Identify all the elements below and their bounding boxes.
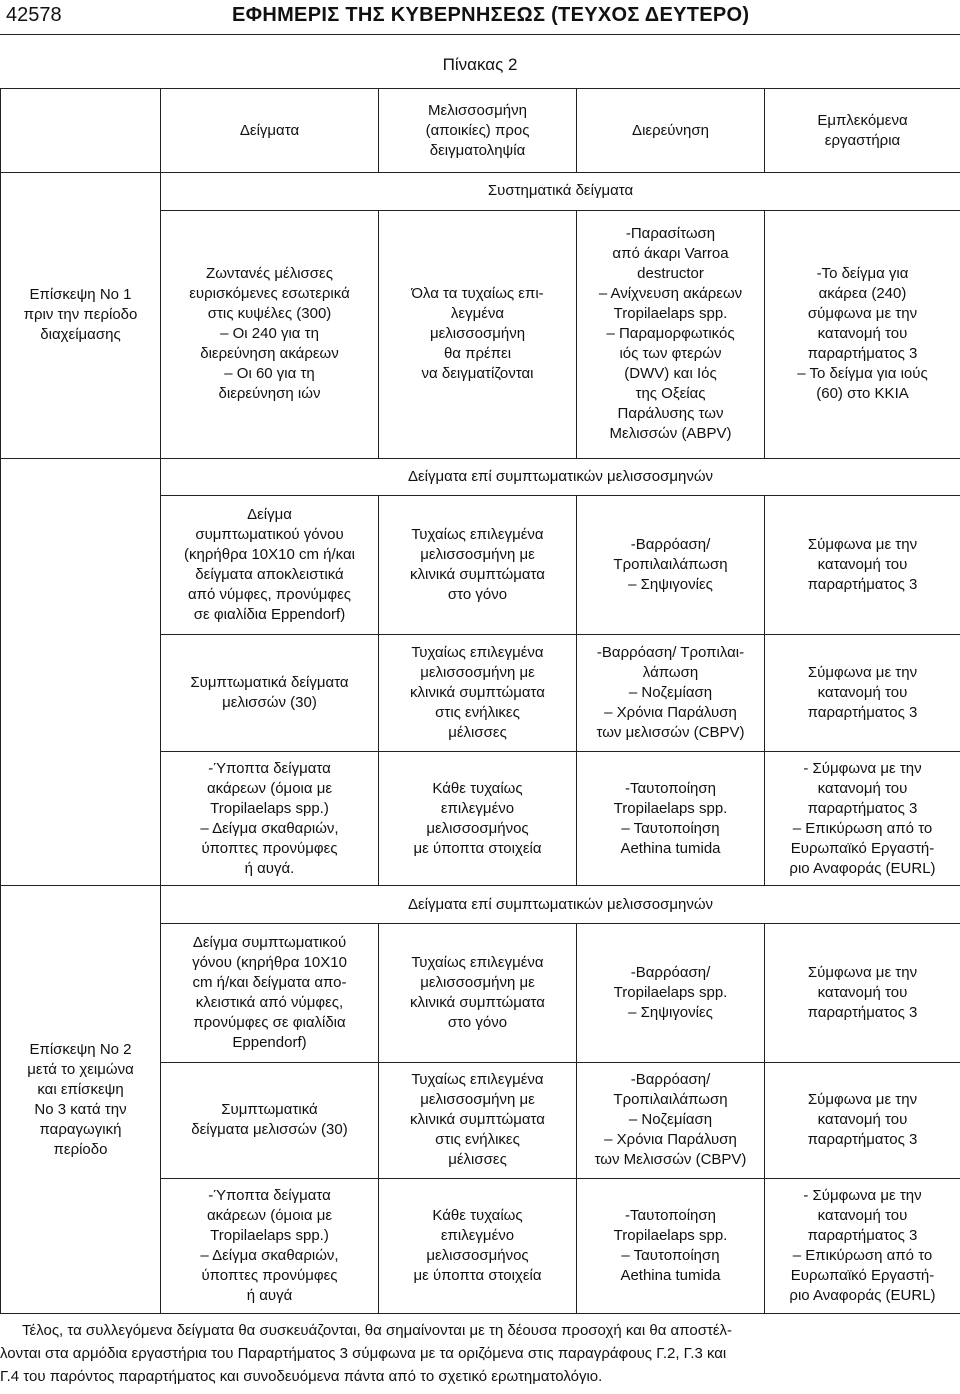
cell-line: των Μελισσών (CBPV): [594, 1151, 747, 1169]
cell-line: Tropilaelaps spp.: [613, 799, 728, 817]
cell-line: στο γόνο: [447, 586, 508, 604]
cell-line: παραρτήματος 3: [807, 1003, 918, 1021]
cell-line: -Ταυτοποίηση: [625, 779, 716, 797]
cell-line: πριν την περίοδο: [23, 306, 138, 324]
section-header-symptomatic-1: [1, 458, 960, 495]
cell-line: κατανομή του: [817, 683, 908, 701]
cell-line: Σύμφωνα με την: [807, 663, 918, 681]
cell-line: κλειστικά από νύμφες,: [195, 993, 344, 1011]
cell-line: Συμπτωματικά δείγματα: [190, 673, 349, 691]
cell-colonies: [379, 496, 577, 635]
cell-line: με ύποπτα στοιχεία: [413, 839, 542, 857]
cell-line: διερεύνηση ιών: [218, 385, 321, 403]
cell-line: - Σύμφωνα με την: [803, 1187, 922, 1205]
cell-line: παραγωγική: [39, 1120, 122, 1138]
cell-line: να δειγματίζονται: [421, 365, 534, 383]
cell-line: ή αυγά.: [244, 859, 295, 877]
visit-1-continued-cell: [1, 458, 161, 886]
cell-line: Σύμφωνα με την: [807, 536, 918, 554]
cell-line: – Χρόνια Παράλυση: [604, 1131, 737, 1149]
cell-line: Δείγμα συμπτωματικού: [192, 933, 347, 951]
cell-line: στις ενήλικες: [435, 1131, 520, 1149]
cell-line: διερεύνηση ακάρεων: [200, 345, 339, 363]
cell-line: ριο Αναφοράς (EURL): [789, 1287, 936, 1305]
cell-line: συμπτωματικού γόνου: [195, 526, 344, 544]
cell-line: Τροπιλαιλάπωση: [613, 1091, 728, 1109]
cell-line: -Ύποπτα δείγματα: [208, 759, 331, 777]
cell-line: κατανομή του: [817, 325, 908, 343]
column-header-labs: [765, 89, 960, 173]
cell-line: Κάθε τυχαίως: [432, 1207, 523, 1225]
cell-line: Tropilaelaps spp.: [613, 1227, 728, 1245]
cell-line: Σύμφωνα με την: [807, 1091, 918, 1109]
cell-line: ακάρεων (όμοια με: [206, 779, 333, 797]
cell-line: δείγματα μελισσών (30): [191, 1121, 348, 1139]
cell-line: μέλισσες: [448, 1151, 507, 1169]
cell-line: Ευρωπαϊκό Εργαστή-: [790, 1267, 935, 1285]
cell-investigation: [577, 751, 765, 886]
visit-1-label-cell: [1, 173, 161, 459]
cell-line: Μελισσών (ABPV): [609, 425, 732, 443]
cell-labs: [765, 751, 960, 886]
cell-line: παραρτήματος 3: [807, 703, 918, 721]
column-header-samples: Δείγματα: [161, 89, 379, 173]
cell-line: λάπωση: [642, 663, 699, 681]
cell-investigation: [577, 923, 765, 1062]
cell-line: στο γόνο: [447, 1013, 508, 1031]
cell-samples: [161, 751, 379, 886]
cell-line: – Νοζεμίαση: [628, 683, 713, 701]
section-title-symptomatic-1: Δείγματα επί συμπτωματικών μελισσοσμηνών: [161, 458, 960, 495]
cell-line: κλινικά συμπτώματα: [410, 566, 545, 584]
cell-line: Eppendorf): [232, 1033, 307, 1051]
cell-colonies: [379, 1179, 577, 1314]
cell-samples: [161, 496, 379, 635]
cell-samples: [161, 1062, 379, 1179]
cell-line: (αποικίες) προς: [425, 121, 530, 139]
cell-line: ευρισκόμενες εσωτερικά: [189, 285, 350, 303]
cell-line: – Ταυτοποίηση: [621, 1247, 720, 1265]
cell-investigation: [577, 1062, 765, 1179]
cell-line: κατανομή του: [817, 556, 908, 574]
cell-line: -Ταυτοποίηση: [625, 1207, 716, 1225]
table-caption: Πίνακας 2: [442, 55, 518, 74]
cell-labs: [765, 635, 960, 752]
cell-line: Κάθε τυχαίως: [432, 779, 523, 797]
cell-line: δειγματοληψία: [429, 141, 526, 159]
cell-line: Επίσκεψη Νο 2: [29, 1040, 132, 1058]
cell-labs: [765, 496, 960, 635]
cell-line: στις ενήλικες: [435, 703, 520, 721]
visit-2-label: [4, 1040, 157, 1160]
cell-line: (60) στο ΚΚΙΑ: [816, 385, 909, 403]
cell-line: Tropilaelaps spp.): [210, 799, 329, 817]
cell-line: προνύμφες σε φιαλίδια: [193, 1013, 346, 1031]
cell-line: – Επικύρωση από το: [792, 819, 933, 837]
cell-line: διαχείμασης: [40, 326, 121, 344]
cell-line: – Επικύρωση από το: [792, 1247, 933, 1265]
cell-line: με ύποπτα στοιχεία: [413, 1267, 542, 1285]
visit-1-label: [4, 285, 157, 345]
cell-investigation: [577, 1179, 765, 1314]
section-title-systematic: Συστηματικά δείγματα: [161, 173, 960, 210]
cell-line: -Ύποπτα δείγματα: [208, 1187, 331, 1205]
cell-line: μελισσοσμήνη με: [420, 546, 535, 564]
cell-colonies: [379, 751, 577, 886]
cell-colonies: [379, 1062, 577, 1179]
cell-line: Τυχαίως επιλεγμένα: [411, 953, 544, 971]
cell-line: ριο Αναφοράς (EURL): [789, 859, 936, 877]
cell-investigation: [577, 635, 765, 752]
cell-line: ύποπτες προνύμφες: [201, 839, 338, 857]
cell-line: ακάρεων (όμοια με: [206, 1207, 333, 1225]
cell-line: παραρτήματος 3: [807, 799, 918, 817]
cell-line: – Ταυτοποίηση: [621, 819, 720, 837]
cell-line: επιλεγμένο: [440, 799, 515, 817]
cell-line: γόνου (κηρήθρα 10Χ10: [192, 953, 347, 971]
cell-line: – Ανίχνευση ακάρεων: [598, 285, 743, 303]
sampling-table: [0, 88, 960, 1314]
cell-line: – Χρόνια Παράλυση: [604, 703, 737, 721]
cell-line: μελισσοσμήνη με: [420, 973, 535, 991]
cell-line: -Βαρρόαση/: [630, 536, 711, 554]
cell-line: μετά το χειμώνα: [27, 1060, 134, 1078]
closing-line: λονται στα αρμόδια εργαστήρια του Παραρτήματος 3 σύμφωνα με τα οριζόμενα στις παραγράφους Γ.2, Γ.3 και: [0, 1345, 727, 1362]
cell-line: Συμπτωματικά: [221, 1101, 318, 1119]
cell-line: μελισσοσμήνη: [429, 325, 526, 343]
cell-line: -Βαρρόαση/: [630, 1071, 711, 1089]
cell-line: cm ή/και δείγματα απο-: [192, 973, 347, 991]
cell-line: ή αυγά: [246, 1287, 293, 1305]
cell-line: – Το δείγμα για ιούς: [797, 365, 928, 383]
closing-line: Τέλος, τα συλλεγόμενα δείγματα θα συσκευάζονται, θα σημαίνονται με τη δέουσα προσοχή και θα αποστέλ-: [22, 1322, 733, 1339]
cell-line: Δείγμα: [247, 506, 292, 524]
cell-investigation: [577, 496, 765, 635]
cell-line: σε φιαλίδια Eppendorf): [193, 606, 346, 624]
cell-line: εργαστήρια: [824, 131, 901, 149]
closing-paragraph: [0, 1319, 960, 1388]
section-header-systematic: [1, 173, 960, 210]
cell-line: κατανομή του: [817, 1207, 908, 1225]
cell-samples: [161, 635, 379, 752]
cell-line: (DWV) και Ιός: [624, 365, 717, 383]
cell-line: από άκαρι Varroa: [612, 245, 729, 263]
cell-line: σύμφωνα με την: [807, 305, 918, 323]
cell-line: – Παραμορφωτικός: [606, 325, 735, 343]
cell-line: -Το δείγμα για: [816, 265, 909, 283]
cell-line: μελισσοσμήνος: [426, 819, 529, 837]
cell-line: (κηρήθρα 10Χ10 cm ή/και: [184, 546, 355, 564]
cell-line: Τυχαίως επιλεγμένα: [411, 526, 544, 544]
cell-colonies: [379, 210, 577, 458]
cell-line: ακάρεα (240): [818, 285, 907, 303]
cell-line: – Οι 60 για τη: [224, 365, 315, 383]
cell-labs: [765, 1179, 960, 1314]
cell-line: Επίσκεψη Νο 1: [29, 286, 132, 304]
cell-line: Tropilaelaps spp.: [613, 983, 728, 1001]
cell-line: Σύμφωνα με την: [807, 963, 918, 981]
cell-line: Aethina tumida: [620, 839, 721, 857]
cell-line: μελισσοσμήνη με: [420, 663, 535, 681]
cell-line: μελισσών (30): [222, 693, 317, 711]
cell-line: Εμπλεκόμενα: [817, 111, 908, 129]
cell-line: Tropilaelaps spp.): [210, 1227, 329, 1245]
section-header-symptomatic-2: [1, 886, 960, 923]
visit-2-label-cell: [1, 886, 161, 1314]
cell-line: παραρτήματος 3: [807, 345, 918, 363]
cell-line: Τυχαίως επιλεγμένα: [411, 1071, 544, 1089]
cell-line: από νύμφες, προνύμφες: [187, 586, 352, 604]
gazette-title: ΕΦΗΜΕΡΙΣ ΤΗΣ ΚΥΒΕΡΝΗΣΕΩΣ (ΤΕΥΧΟΣ ΔΕΥΤΕΡΟ): [232, 4, 750, 26]
cell-line: -Βαρρόαση/ Τροπιλαι-: [596, 643, 745, 661]
cell-line: μελισσοσμήνη με: [420, 1091, 535, 1109]
cell-line: – Δείγμα σκαθαριών,: [200, 1247, 339, 1265]
cell-labs: [765, 1062, 960, 1179]
cell-line: κατανομή του: [817, 983, 908, 1001]
cell-line: Παράλυσης των: [617, 405, 724, 423]
cell-line: – Σηψιγονίες: [628, 1003, 713, 1021]
cell-labs: [765, 923, 960, 1062]
cell-colonies: [379, 923, 577, 1062]
cell-line: -Παρασίτωση: [625, 225, 716, 243]
cell-line: λεγμένα: [450, 305, 505, 323]
cell-line: Aethina tumida: [620, 1267, 721, 1285]
column-header-row: [1, 89, 960, 173]
cell-line: – Σηψιγονίες: [628, 576, 713, 594]
cell-line: δείγματα αποκλειστικά: [195, 566, 344, 584]
cell-labs: [765, 210, 960, 458]
cell-line: κατανομή του: [817, 1111, 908, 1129]
cell-samples: [161, 1179, 379, 1314]
cell-line: Τροπιλαιλάπωση: [613, 556, 728, 574]
page-header: [0, 0, 960, 35]
cell-line: Τυχαίως επιλεγμένα: [411, 643, 544, 661]
cell-samples: [161, 210, 379, 458]
cell-line: destructor: [637, 265, 704, 283]
cell-line: παραρτήματος 3: [807, 1131, 918, 1149]
column-header-investigation: Διερεύνηση: [577, 89, 765, 173]
cell-line: και επίσκεψη: [37, 1080, 124, 1098]
cell-line: -Βαρρόαση/: [630, 963, 711, 981]
cell-line: – Οι 240 για τη: [220, 325, 319, 343]
cell-line: περίοδο: [53, 1140, 108, 1158]
cell-line: - Σύμφωνα με την: [803, 759, 922, 777]
cell-line: θα πρέπει: [443, 345, 512, 363]
closing-line: Γ.4 του παρόντος παραρτήματος και συνοδευόμενα πάντα από το σχετικό ερωτηματολόγιο.: [0, 1368, 603, 1385]
cell-line: Tropilaelaps spp.: [613, 305, 728, 323]
cell-line: κλινικά συμπτώματα: [410, 683, 545, 701]
cell-line: επιλεγμένο: [440, 1227, 515, 1245]
cell-line: Ζωντανές μέλισσες: [206, 265, 333, 283]
cell-line: Μελισσοσμήνη: [428, 101, 527, 119]
cell-line: Όλα τα τυχαίως επι-: [411, 285, 544, 303]
page-number: 42578: [6, 4, 62, 26]
cell-line: παραρτήματος 3: [807, 1227, 918, 1245]
cell-line: των μελισσών (CBPV): [596, 723, 745, 741]
cell-line: – Δείγμα σκαθαριών,: [200, 819, 339, 837]
cell-line: ύποπτες προνύμφες: [201, 1267, 338, 1285]
cell-line: κλινικά συμπτώματα: [410, 1111, 545, 1129]
column-header-colonies: [379, 89, 577, 173]
cell-line: μέλισσες: [448, 723, 507, 741]
cell-line: κλινικά συμπτώματα: [410, 993, 545, 1011]
cell-investigation: [577, 210, 765, 458]
cell-samples: [161, 923, 379, 1062]
cell-colonies: [379, 635, 577, 752]
cell-line: κατανομή του: [817, 779, 908, 797]
cell-line: μελισσοσμήνος: [426, 1247, 529, 1265]
cell-line: παραρτήματος 3: [807, 576, 918, 594]
section-title-symptomatic-2: Δείγματα επί συμπτωματικών μελισσοσμηνών: [161, 886, 960, 923]
cell-line: Νο 3 κατά την: [34, 1100, 127, 1118]
cell-line: της Οξείας: [635, 385, 706, 403]
cell-line: στις κυψέλες (300): [207, 305, 332, 323]
cell-line: ιός των φτερών: [619, 345, 722, 363]
cell-line: Ευρωπαϊκό Εργαστή-: [790, 839, 935, 857]
column-header-visit: [1, 89, 161, 173]
cell-line: – Νοζεμίαση: [628, 1111, 713, 1129]
